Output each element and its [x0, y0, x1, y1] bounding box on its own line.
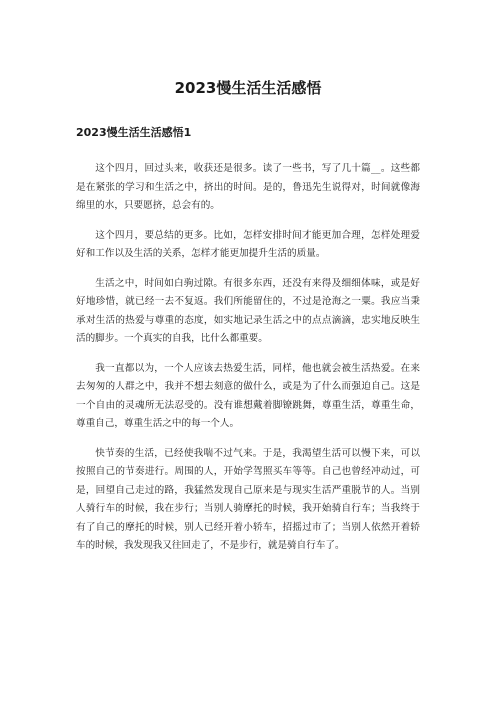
document-body	[76, 160, 420, 567]
paragraph-1: 这个四月，回过头来，收获还是很多。读了一些书，写了几十篇__。这些都是在紧张的学习和生活之中，挤出的时间。是的，鲁迅先生说得对，时间就像海绵里的水，只要愿挤，总会有的。	[76, 163, 420, 211]
paragraph-4: 我一直都以为，一个人应该去热爱生活，同样，他也就会被生活热爱。在来去匆匆的人群之中，我并不想去刻意的做什么，或是为了什么而强迫自己。这是一个自由的灵魂所无法忍受的。没有谁想戴着脚镣跳舞，尊重生活，尊重生命，尊重自己，尊重生活之中的每一个人。	[76, 362, 420, 429]
section-title: 2023慢生活生活感悟1	[76, 126, 192, 139]
document-title: 2023慢生活生活感悟	[174, 79, 322, 97]
paragraph-3: 生活之中，时间如白驹过隙。有很多东西，还没有来得及细细体味，或是好好地珍惜，就已经一去不复返。我们所能留住的，不过是沧海之一粟。我应当秉承对生活的热爱与尊重的态度，如实地记录生活之中的点点滴滴，忠实地反映生活的脚步。一个真实的自我，比什么都重要。	[76, 277, 420, 344]
paragraph-2: 这个四月，要总结的更多。比如，怎样安排时间才能更加合理，怎样处理爱好和工作以及生活的关系，怎样才能更加提升生活的质量。	[76, 229, 420, 259]
paragraph-5: 快节奏的生活，已经使我喘不过气来。于是，我渴望生活可以慢下来，可以按照自己的节奏进行。周围的人，开始学驾照买车等等。自己也曾经冲动过，可是，回望自己走过的路，我猛然发现自己原来是与现实生活严重脱节的人。当别人骑行车的时候，我在步行；当别人骑摩托的时候，我开始骑自行车；当我终于有了自己的摩托的时候，别人已经开着小轿车，招摇过市了；当别人依然开着轿车的时候，我发现我又往回走了，不是步行，就是骑自行车了。	[76, 447, 420, 551]
